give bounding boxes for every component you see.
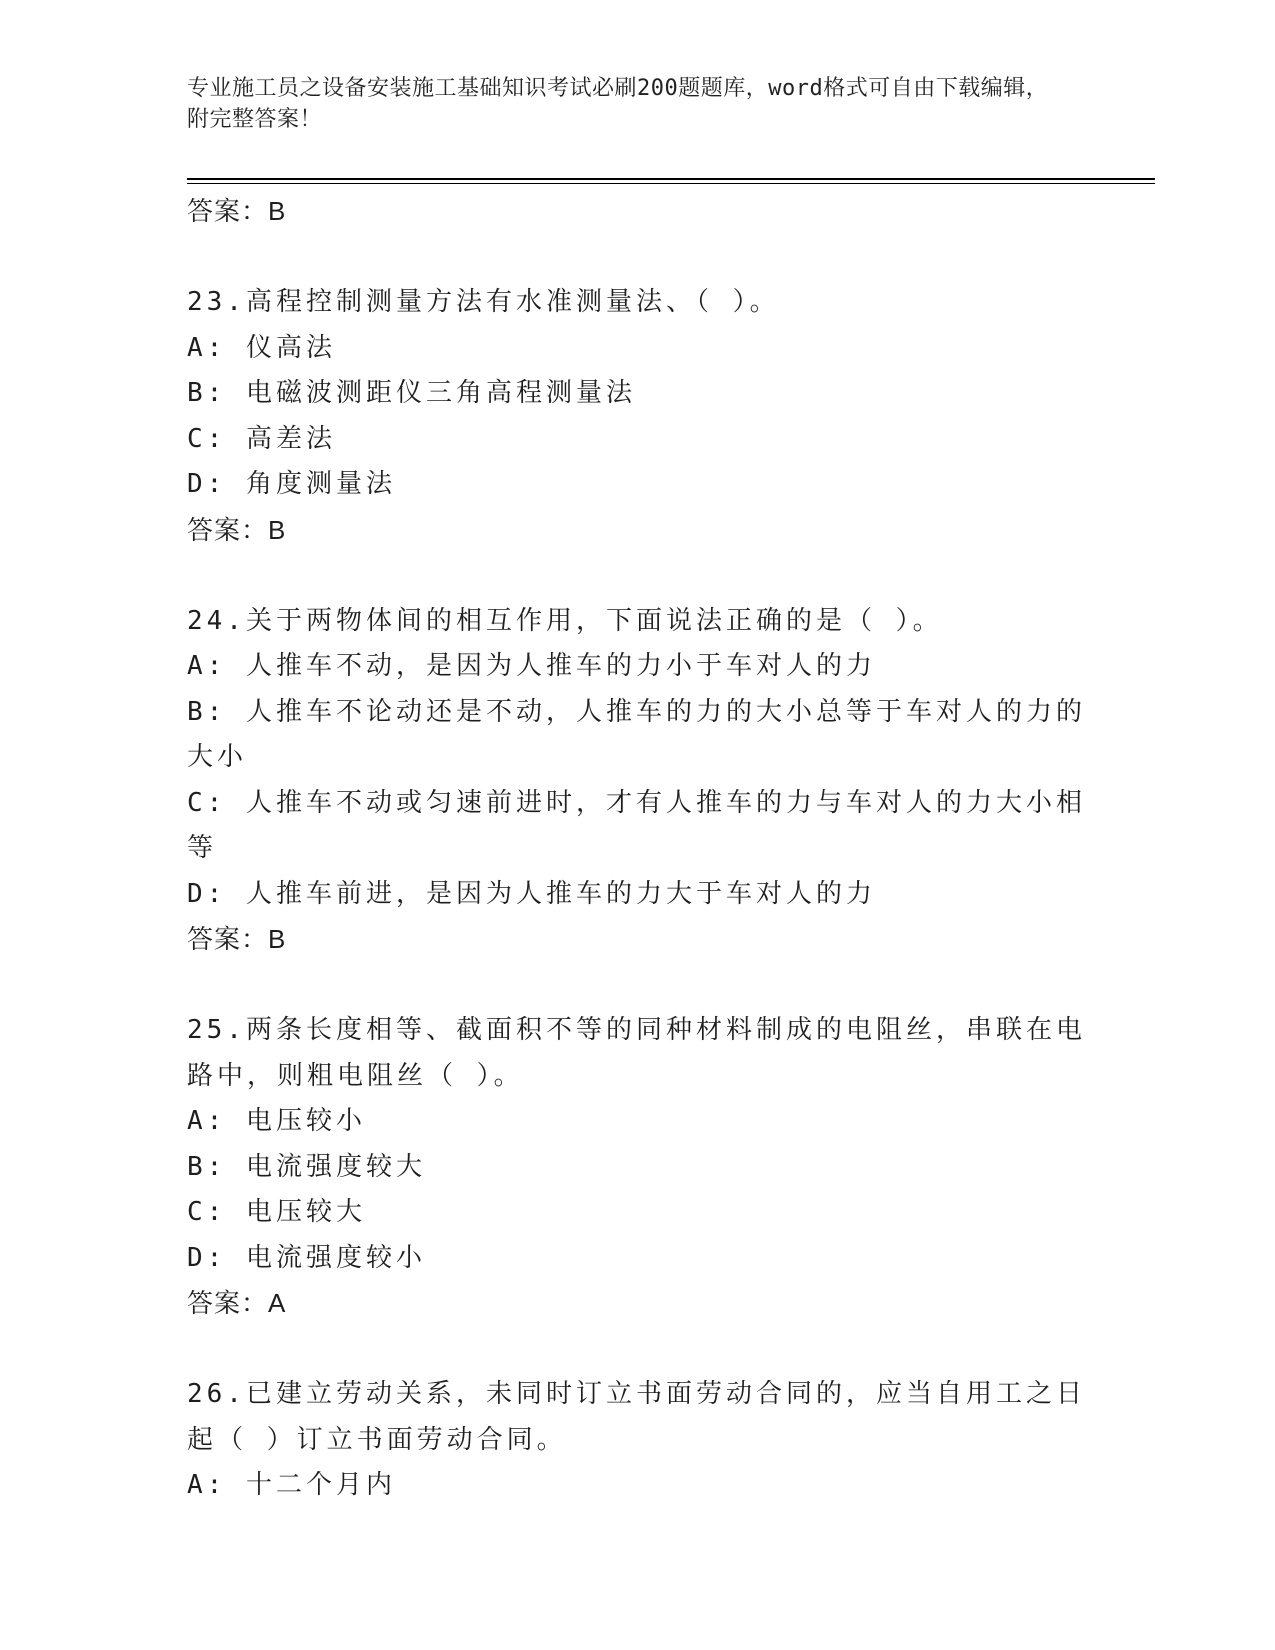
answer: 答案：B (187, 514, 287, 545)
question-list (187, 189, 1107, 1509)
answer: 答案：A (187, 1288, 287, 1318)
question-23 (187, 280, 1107, 553)
option-c: C: 人推车不动或匀速前进时，才有人推车的力与车对人的力大小相等 (187, 787, 1086, 863)
option-d: D: 电流强度较小 (187, 1242, 426, 1273)
spacer (187, 553, 1107, 599)
option-b: B: 电磁波测距仪三角高程测量法 (187, 378, 636, 408)
spacer (187, 235, 1107, 281)
option-b: B: 电流强度较大 (187, 1151, 426, 1182)
header-divider-thick (187, 178, 1155, 180)
option-c: C: 电压较大 (187, 1197, 366, 1227)
header-divider-thin (187, 183, 1155, 184)
option-b: B: 人推车不论动还是不动，人推车的力的大小总等于车对人的力的大小 (187, 696, 1086, 772)
option-d: D: 角度测量法 (187, 469, 396, 499)
previous-answer: 答案：B (187, 196, 287, 226)
option-d: D: 人推车前进，是因为人推车的力大于车对人的力 (187, 878, 876, 909)
question-25 (187, 1008, 1107, 1327)
question-26 (187, 1372, 1107, 1509)
page-header-title: 专业施工员之设备安装施工基础知识考试必刷200题题库，word格式可自由下载编辑，附完整答案！ (187, 76, 1049, 132)
option-c: C: 高差法 (187, 423, 336, 454)
question-24 (187, 599, 1107, 963)
question-stem: 26.已建立劳动关系，未同时订立书面劳动合同的，应当自用工之日起（ ）订立书面劳动合同。 (187, 1379, 1086, 1455)
option-a: A: 人推车不动，是因为人推车的力小于车对人的力 (187, 651, 876, 681)
option-a: A: 电压较小 (187, 1106, 366, 1136)
answer: 答案：B (187, 924, 287, 954)
spacer (187, 963, 1107, 1009)
question-stem: 24.关于两物体间的相互作用，下面说法正确的是（ ）。 (187, 605, 943, 636)
question-stem: 25.两条长度相等、截面积不等的同种材料制成的电阻丝，串联在电路中，则粗电阻丝（ ）。 (187, 1015, 1086, 1091)
question-stem: 23.高程控制测量方法有水准测量法、（ ）。 (187, 287, 780, 317)
option-a: A: 仪高法 (187, 332, 336, 363)
option-a: A: 十二个月内 (187, 1470, 396, 1500)
spacer (187, 1327, 1107, 1373)
